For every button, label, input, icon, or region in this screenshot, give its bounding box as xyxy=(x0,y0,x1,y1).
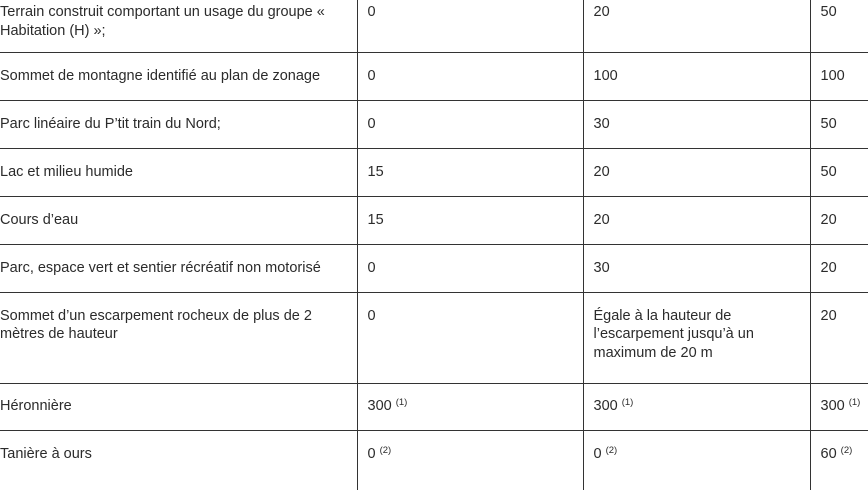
cell-value: 15 xyxy=(357,196,583,244)
cell-value: 50 xyxy=(810,100,868,148)
footnote-ref: (2) xyxy=(605,444,618,456)
row-label: Sommet de montagne identifié au plan de zonage xyxy=(0,52,357,100)
cell-value: 20 xyxy=(583,196,810,244)
row-label: Parc linéaire du P’tit train du Nord; xyxy=(0,100,357,148)
cell-value: 50 xyxy=(810,0,868,52)
cell-value: Égale à la hauteur de l’escarpement jusqu’à un maximum de 20 m xyxy=(583,292,810,383)
value-text: 0 xyxy=(593,445,602,462)
table-row xyxy=(0,244,868,292)
row-label: Cours d’eau xyxy=(0,196,357,244)
footnote-ref: (2) xyxy=(379,444,392,456)
cell-value: 20 xyxy=(810,292,868,383)
cell-value xyxy=(357,383,583,430)
cell-value xyxy=(583,383,810,430)
cell-value xyxy=(810,383,868,430)
cell-value: 20 xyxy=(810,244,868,292)
footnote-ref: (1) xyxy=(621,396,634,408)
cell-value: 15 xyxy=(357,148,583,196)
cell-value xyxy=(810,430,868,490)
row-label: Parc, espace vert et sentier récréatif non motorisé xyxy=(0,244,357,292)
value-text: 60 xyxy=(820,445,837,462)
row-label: Terrain construit comportant un usage du groupe « Habitation (H) »; xyxy=(0,0,357,52)
footnote-ref: (1) xyxy=(395,396,408,408)
cell-value: 0 xyxy=(357,0,583,52)
value-text: 0 xyxy=(367,445,376,462)
value-text: 300 xyxy=(820,397,845,414)
table-row xyxy=(0,196,868,244)
row-label: Sommet d’un escarpement rocheux de plus de 2 mètres de hauteur xyxy=(0,292,357,383)
cell-value: 20 xyxy=(583,148,810,196)
table-row xyxy=(0,100,868,148)
row-label: Héronnière xyxy=(0,383,357,430)
cell-value: 30 xyxy=(583,244,810,292)
cell-value xyxy=(583,430,810,490)
cell-value: 50 xyxy=(810,148,868,196)
row-label: Tanière à ours xyxy=(0,430,357,490)
table-row xyxy=(0,383,868,430)
value-text: 300 xyxy=(367,397,392,414)
footnote-ref: (2) xyxy=(840,444,853,456)
cell-value: 0 xyxy=(357,292,583,383)
cell-value: 100 xyxy=(583,52,810,100)
table-row xyxy=(0,52,868,100)
row-label: Lac et milieu humide xyxy=(0,148,357,196)
cell-value: 20 xyxy=(810,196,868,244)
table-row xyxy=(0,148,868,196)
cell-value: 0 xyxy=(357,244,583,292)
cell-value: 0 xyxy=(357,52,583,100)
table-row xyxy=(0,0,868,52)
cell-value: 0 xyxy=(357,100,583,148)
table-row xyxy=(0,292,868,383)
footnote-ref: (1) xyxy=(848,396,861,408)
cell-value xyxy=(357,430,583,490)
table-row xyxy=(0,430,868,490)
cell-value: 100 xyxy=(810,52,868,100)
value-text: 300 xyxy=(593,397,618,414)
cell-value: 20 xyxy=(583,0,810,52)
cell-value: 30 xyxy=(583,100,810,148)
